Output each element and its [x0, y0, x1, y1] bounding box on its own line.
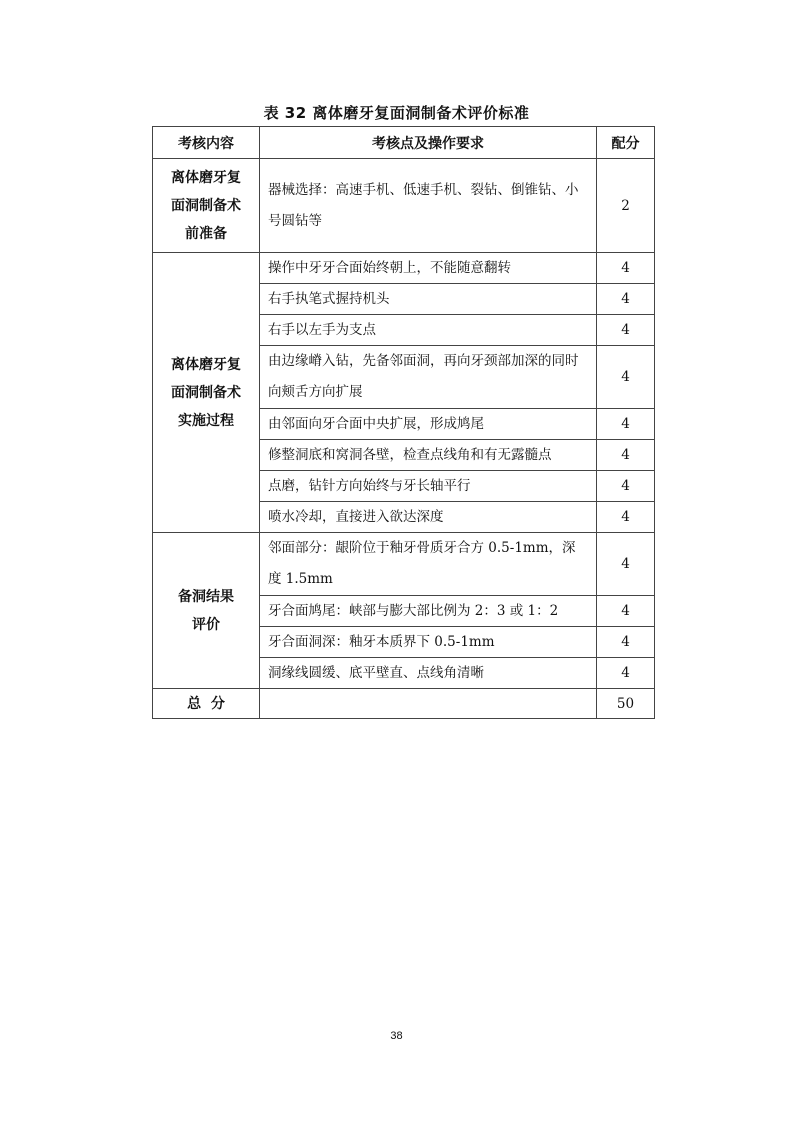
- score-cell: 4: [597, 346, 655, 409]
- score-cell: 4: [597, 658, 655, 689]
- total-label: 总 分: [153, 689, 260, 719]
- score-cell: 4: [597, 471, 655, 502]
- header-score: 配分: [597, 127, 655, 159]
- requirement-cell: 操作中牙牙合面始终朝上，不能随意翻转: [260, 253, 597, 284]
- score-cell: 4: [597, 533, 655, 596]
- score-cell: 4: [597, 596, 655, 627]
- table-row: [153, 533, 655, 596]
- total-score: 50: [597, 689, 655, 719]
- category-cell: 离体磨牙复 面洞制备术 实施过程: [153, 253, 260, 533]
- score-cell: 4: [597, 253, 655, 284]
- score-cell: 2: [597, 159, 655, 253]
- category-cell: 备洞结果 评价: [153, 533, 260, 689]
- category-cell: 离体磨牙复 面洞制备术 前准备: [153, 159, 260, 253]
- requirement-cell: 牙合面鸠尾：峡部与膨大部比例为 2：3 或 1：2: [260, 596, 597, 627]
- page-number: 38: [390, 1030, 403, 1042]
- requirement-cell: 点磨，钻针方向始终与牙长轴平行: [260, 471, 597, 502]
- requirement-cell: 修整洞底和窝洞各壁，检查点线角和有无露髓点: [260, 440, 597, 471]
- evaluation-table: [152, 126, 655, 719]
- table-title: 表 32 离体磨牙复面洞制备术评价标准: [263, 104, 530, 122]
- score-cell: 4: [597, 315, 655, 346]
- table-row: [153, 159, 655, 253]
- requirement-cell: 右手以左手为支点: [260, 315, 597, 346]
- score-cell: 4: [597, 502, 655, 533]
- total-empty-cell: [260, 689, 597, 719]
- header-row: [153, 127, 655, 159]
- score-cell: 4: [597, 409, 655, 440]
- total-row: [153, 689, 655, 719]
- requirement-cell: 邻面部分：龈阶位于釉牙骨质牙合方 0.5-1mm，深度 1.5mm: [260, 533, 597, 596]
- score-cell: 4: [597, 284, 655, 315]
- requirement-cell: 洞缘线圆缓、底平壁直、点线角清晰: [260, 658, 597, 689]
- header-requirements: 考核点及操作要求: [260, 127, 597, 159]
- requirement-cell: 喷水冷却，直接进入欲达深度: [260, 502, 597, 533]
- requirement-cell: 牙合面洞深：釉牙本质界下 0.5-1mm: [260, 627, 597, 658]
- score-cell: 4: [597, 627, 655, 658]
- requirement-cell: 器械选择：高速手机、低速手机、裂钻、倒锥钻、小号圆钻等: [260, 159, 597, 253]
- requirement-cell: 由边缘嵴入钻，先备邻面洞，再向牙颈部加深的同时向颊舌方向扩展: [260, 346, 597, 409]
- requirement-cell: 右手执笔式握持机头: [260, 284, 597, 315]
- header-content: 考核内容: [153, 127, 260, 159]
- table-row: [153, 253, 655, 284]
- requirement-cell: 由邻面向牙合面中央扩展，形成鸠尾: [260, 409, 597, 440]
- score-cell: 4: [597, 440, 655, 471]
